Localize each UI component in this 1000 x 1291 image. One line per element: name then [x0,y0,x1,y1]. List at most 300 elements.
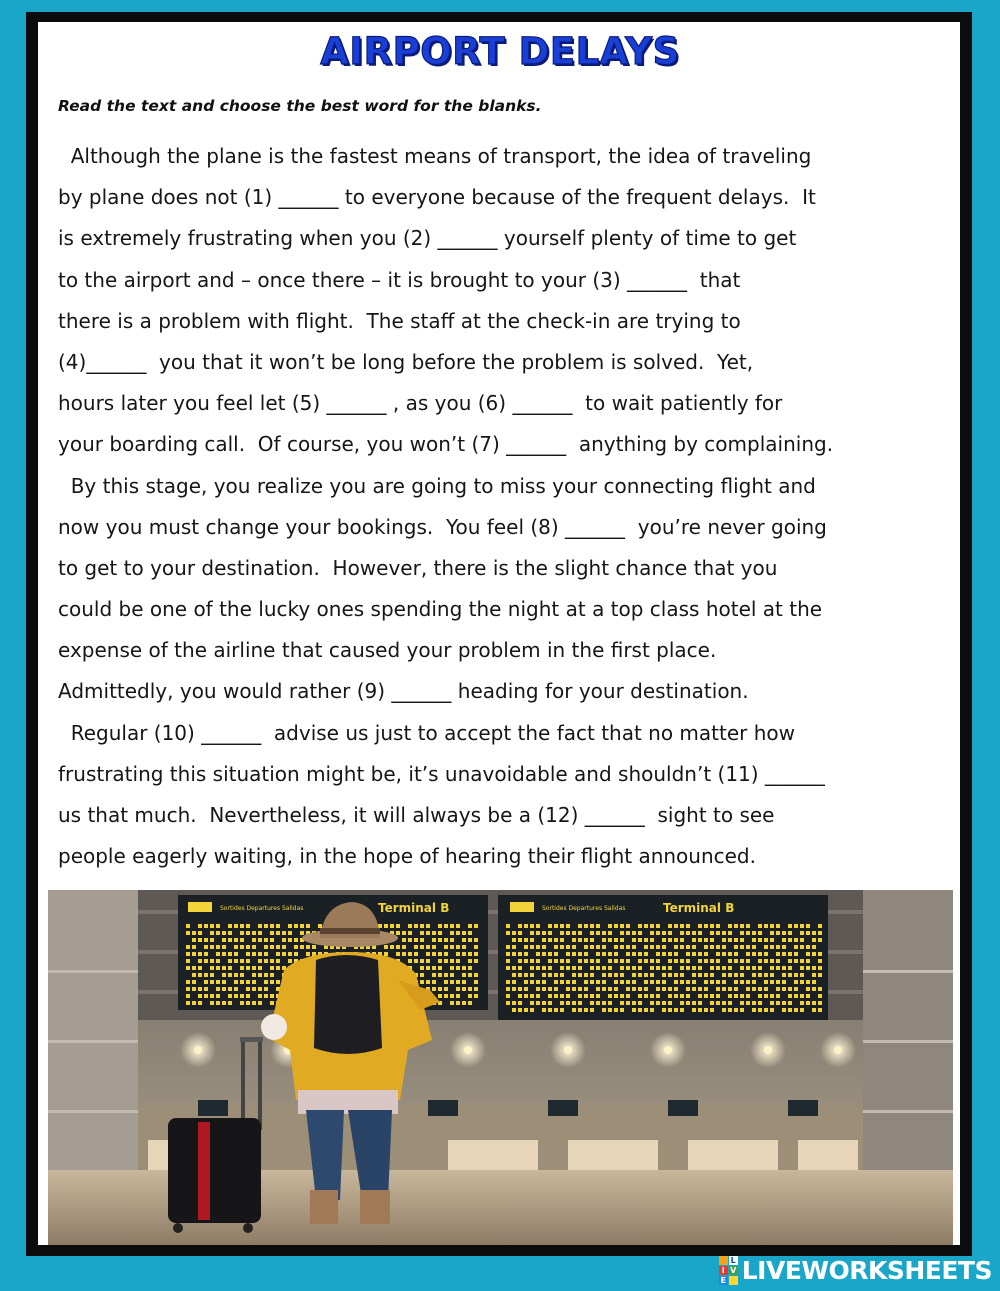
board-cell [812,1001,816,1005]
board-cell [740,945,744,949]
passage-line: is extremely frustrating when you (2) ______ yourself plenty of time to get [58,226,797,251]
board-cell [572,1008,576,1012]
board-cell [650,966,654,970]
board-cell [432,945,436,949]
board-cell [252,987,256,991]
board-cell [584,952,588,956]
board-cell [210,966,214,970]
board-cell [530,959,534,963]
board-cell [288,924,292,928]
board-cell [614,1008,618,1012]
board-cell [572,952,576,956]
board-cell [686,945,690,949]
board-cell [512,931,516,935]
board-cell [788,987,792,991]
board-cell [240,1001,244,1005]
board-cell [258,959,262,963]
board-cell [764,959,768,963]
board-cell [764,987,768,991]
board-cell [680,994,684,998]
board-cell [818,952,822,956]
board-cell [728,966,732,970]
board-cell [806,966,810,970]
board-cell [776,1001,780,1005]
board-cell [674,1008,678,1012]
board-cell [222,980,226,984]
board-cell [668,973,672,977]
board-cell [566,959,570,963]
board-cell [758,924,762,928]
board-cell [438,931,442,935]
board-cell [222,1001,226,1005]
board-cell [746,987,750,991]
board-cell [740,966,744,970]
board-cell [590,994,594,998]
board-cell [216,924,220,928]
board-cell [680,1008,684,1012]
board-cell [800,945,804,949]
board-cell [216,945,220,949]
passage-line: (4)______ you that it won’t be long before the problem is solved. Yet, [58,349,754,374]
board-cell [626,994,630,998]
board-cell [228,952,232,956]
board-cell [240,938,244,942]
board-cell [764,973,768,977]
board-cell [246,1001,250,1005]
logo-letter-v: V [730,1265,737,1275]
board-cell [506,952,510,956]
board-cell [770,959,774,963]
board-cell [686,1001,690,1005]
board-cell [542,1001,546,1005]
board-cell [812,952,816,956]
board-cell [506,931,510,935]
board-cell [776,952,780,956]
board-cell [716,931,720,935]
board-cell [252,973,256,977]
board-cell [560,1001,564,1005]
board-cell [620,973,624,977]
board-cell [656,1001,660,1005]
board-cell [620,931,624,935]
board-cell [426,945,430,949]
board-cell [782,931,786,935]
board-cell [728,994,732,998]
board-cell [674,973,678,977]
board-cell [620,1001,624,1005]
board-cell [602,1001,606,1005]
board-cell [506,980,510,984]
board-cell [698,1001,702,1005]
board-cell [734,924,738,928]
logo-letter-l: L [730,1255,736,1265]
board-cell [420,931,424,935]
board-cell [264,952,268,956]
board-cell [812,987,816,991]
board-cell [282,938,286,942]
board-cell [414,938,418,942]
board-cell [524,994,528,998]
board-cell [240,966,244,970]
board-cell [198,973,202,977]
board-cell [468,952,472,956]
board-cell [450,959,454,963]
board-cell [432,931,436,935]
board-cell [650,1008,654,1012]
board-cell [590,945,594,949]
board-cell [800,966,804,970]
board-cell [602,938,606,942]
board-cell [252,966,256,970]
board-cell [282,952,286,956]
board-cell [536,924,540,928]
board-cell [668,924,672,928]
board-cell [252,938,256,942]
board-cell [432,952,436,956]
board-cell [734,959,738,963]
board-cell [210,980,214,984]
board-cell [608,938,612,942]
board-cell [264,938,268,942]
board-cell [258,966,262,970]
board-cell [518,931,522,935]
board-cell [462,945,466,949]
board-cell [216,980,220,984]
board-cell [438,959,442,963]
passage-line: hours later you feel let (5) ______ , as you (6) ______ to wait patiently for [58,391,783,416]
board-cell [252,980,256,984]
board-cell [554,945,558,949]
board-cell [728,952,732,956]
board-cell [614,994,618,998]
board-cell [578,924,582,928]
board-cell [770,980,774,984]
board-cell [258,987,262,991]
board-cell [210,945,214,949]
board-cell [674,938,678,942]
board-cell [186,952,190,956]
board-cell [770,973,774,977]
board-cell [746,980,750,984]
board-cell [258,1001,262,1005]
board-cell [752,1008,756,1012]
board-cell [818,924,822,928]
board-cell [644,973,648,977]
board-cell [656,980,660,984]
board-cell [680,945,684,949]
board-cell [186,945,190,949]
board-cell [650,994,654,998]
board-cell [794,924,798,928]
board-cell [294,952,298,956]
board-cell [764,945,768,949]
board-cell [270,973,274,977]
board-cell [788,931,792,935]
board-cell [782,966,786,970]
board-cell [740,931,744,935]
board-cell [782,1001,786,1005]
board-cell [456,980,460,984]
board-cell [752,931,756,935]
board-cell [438,973,442,977]
board-cell [818,994,822,998]
board-cell [704,924,708,928]
board-cell [632,1008,636,1012]
board-cell [462,931,466,935]
board-cell [548,931,552,935]
board-cell [462,952,466,956]
board-cell [776,966,780,970]
board-cell [306,952,310,956]
board-cell [572,938,576,942]
board-cell [210,994,214,998]
board-cell [698,966,702,970]
board-cell [438,924,442,928]
board-cell [462,1001,466,1005]
board-cell [656,959,660,963]
board-cell [192,973,196,977]
board-cell [776,980,780,984]
passage-line: by plane does not (1) ______ to everyone because of the frequent delays. It [58,185,816,210]
board-cell [288,959,292,963]
board-cell [728,987,732,991]
board-cell [276,959,280,963]
board-cell [794,1008,798,1012]
board-cell [632,945,636,949]
board-cell [524,1008,528,1012]
board-cell [468,966,472,970]
board-cell [608,924,612,928]
logo-letter-i: I [719,1266,728,1275]
board-cell [542,1008,546,1012]
board-cell [740,1008,744,1012]
board-cell [818,1001,822,1005]
board-cell [704,945,708,949]
board-cell [276,980,280,984]
board-cell [638,987,642,991]
board-cell [776,924,780,928]
board-cell [692,966,696,970]
board-cell [414,924,418,928]
board-cell [210,931,214,935]
board-cell [414,945,418,949]
board-cell [596,1001,600,1005]
board-cell [444,973,448,977]
passage-line: frustrating this situation might be, it’s unavoidable and shouldn’t (11) ______ [58,761,825,786]
board-cell [192,987,196,991]
board-cell [716,966,720,970]
board-cell [578,1008,582,1012]
board-cell [674,952,678,956]
board-cell [794,973,798,977]
board-cell [252,952,256,956]
board-cell [698,994,702,998]
board-cell [740,1001,744,1005]
board-cell [746,924,750,928]
board-cell [728,973,732,977]
board-cell [246,980,250,984]
board-cell [620,980,624,984]
board-cell [680,959,684,963]
board-cell [650,931,654,935]
board-cell [444,945,448,949]
board-cell [662,1008,666,1012]
board-cell [710,959,714,963]
board-cell [608,1008,612,1012]
board-cell [572,987,576,991]
board-cell [468,959,472,963]
board-right-subtitle: Sortides Departures Salidas [542,905,626,912]
page-title: AIRPORT DELAYS [320,30,680,73]
board-cell [758,966,762,970]
board-cell [764,994,768,998]
board-cell [596,980,600,984]
board-cell [396,924,400,928]
passage-line: Regular (10) ______ advise us just to accept the fact that no matter how [58,720,796,745]
board-cell [192,938,196,942]
board-cell [644,994,648,998]
board-cell [788,959,792,963]
board-cell [192,952,196,956]
board-cell [512,980,516,984]
board-cell [548,973,552,977]
passage-line: people eagerly waiting, in the hope of hearing their flight announced. [58,844,756,869]
board-cell [578,994,582,998]
passage-line: Although the plane is the fastest means of transport, the idea of traveling [58,144,812,168]
board-cell [782,938,786,942]
board-cell [240,994,244,998]
board-cell [650,973,654,977]
board-cell [770,966,774,970]
board-cell [668,952,672,956]
board-cell [632,1001,636,1005]
board-cell [686,931,690,935]
board-cell [542,987,546,991]
board-cell [270,1001,274,1005]
board-cell [402,945,406,949]
board-cell [554,987,558,991]
board-cell [794,952,798,956]
board-cell [216,1001,220,1005]
board-cell [806,931,810,935]
board-cell [752,952,756,956]
board-cell [506,924,510,928]
logo-text[interactable]: LIVEWORKSHEETS [741,1255,992,1285]
board-cell [432,980,436,984]
board-cell [228,987,232,991]
board-cell [450,973,454,977]
board-cell [686,924,690,928]
board-cell [638,931,642,935]
board-cell [596,952,600,956]
board-cell [602,945,606,949]
board-cell [716,1001,720,1005]
board-cell [450,994,454,998]
board-cell [216,994,220,998]
board-cell [590,966,594,970]
board-cell [548,987,552,991]
board-cell [578,938,582,942]
liveworksheets-logo [719,1255,992,1285]
board-cell [530,931,534,935]
board-cell [210,959,214,963]
board-cell [402,931,406,935]
board-cell [566,980,570,984]
passage-line: your boarding call. Of course, you won’t (7) ______ anything by complaining. [58,432,834,457]
board-cell [698,1008,702,1012]
board-cell [746,994,750,998]
board-cell [204,987,208,991]
board-cell [246,966,250,970]
board-cell [228,938,232,942]
board-cell [548,966,552,970]
board-cell [632,987,636,991]
board-cell [704,994,708,998]
board-cell [722,1008,726,1012]
board-cell [462,973,466,977]
board-cell [734,994,738,998]
board-cell [596,966,600,970]
board-cell [782,1008,786,1012]
board-cell [518,994,522,998]
board-cell [758,938,762,942]
board-cell [228,931,232,935]
board-cell [656,966,660,970]
board-cell [560,938,564,942]
board-cell [704,980,708,984]
board-cell [432,973,436,977]
board-cell [812,931,816,935]
board-cell [632,966,636,970]
board-cell [668,987,672,991]
board-cell [548,1008,552,1012]
board-cell [590,1008,594,1012]
board-cell [548,959,552,963]
board-cell [704,938,708,942]
board-cell [468,924,472,928]
board-cell [758,952,762,956]
board-cell [408,952,412,956]
board-cell [686,952,690,956]
board-cell [686,987,690,991]
board-cell [420,938,424,942]
board-cell [420,980,424,984]
board-cell [186,994,190,998]
board-cell [794,994,798,998]
board-cell [638,1008,642,1012]
board-cell [638,952,642,956]
board-left-subtitle: Sortides Departures Salidas [220,905,304,912]
board-cell [468,987,472,991]
board-cell [234,973,238,977]
board-cell [782,952,786,956]
board-cell [288,931,292,935]
board-cell [698,973,702,977]
board-cell [228,973,232,977]
board-cell [530,1008,534,1012]
board-cell [512,1001,516,1005]
board-cell [734,1008,738,1012]
board-cell [638,966,642,970]
board-cell [668,959,672,963]
board-cell [294,945,298,949]
instruction-text: Read the text and choose the best word for the blanks. [58,97,542,115]
board-cell [722,966,726,970]
board-cell [384,952,388,956]
board-cell [578,959,582,963]
board-cell [536,959,540,963]
board-cell [734,945,738,949]
